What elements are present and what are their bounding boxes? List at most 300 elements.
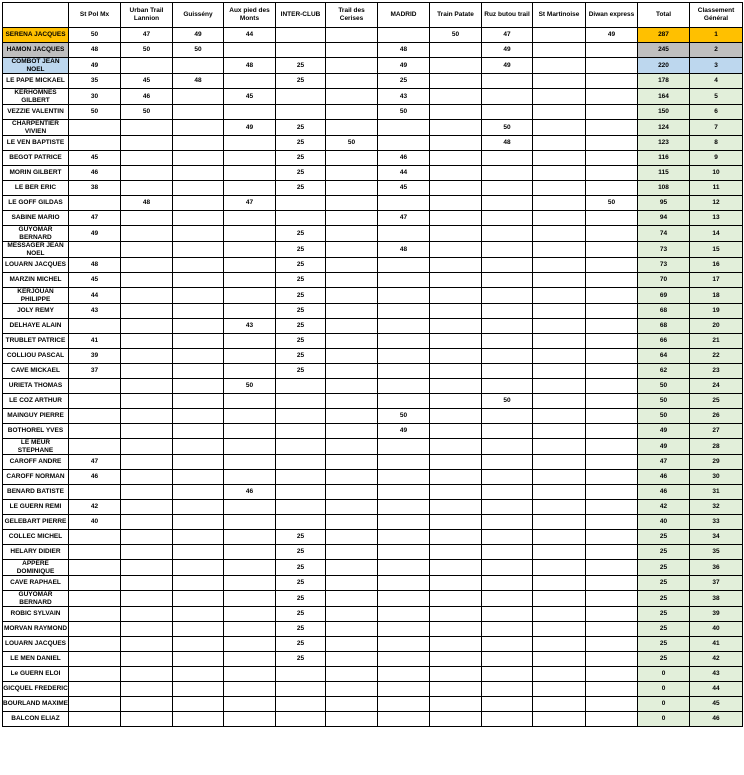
score-cell: [482, 319, 533, 334]
score-cell: 48: [173, 74, 224, 89]
score-cell: 25: [276, 319, 326, 334]
score-cell: 50: [69, 105, 121, 120]
score-cell: [533, 242, 586, 258]
score-cell: 50: [586, 196, 638, 211]
column-header: Aux pied des Monts: [224, 3, 276, 28]
total-cell: 25: [638, 622, 690, 637]
score-cell: 50: [326, 136, 378, 151]
rank-cell: 4: [690, 74, 743, 89]
score-cell: [533, 334, 586, 349]
score-cell: [586, 394, 638, 409]
score-cell: [533, 379, 586, 394]
score-cell: [586, 349, 638, 364]
runner-name: TRUBLET PATRICE: [3, 334, 69, 349]
runner-name: LE MEUR STEPHANE: [3, 439, 69, 455]
score-cell: [533, 409, 586, 424]
table-body: [3, 28, 743, 727]
score-cell: [224, 409, 276, 424]
score-cell: [326, 455, 378, 470]
table-row: [3, 545, 743, 560]
score-cell: [224, 394, 276, 409]
score-cell: [173, 211, 224, 226]
score-cell: [378, 136, 430, 151]
score-cell: [326, 43, 378, 58]
rank-cell: 13: [690, 211, 743, 226]
score-cell: [430, 304, 482, 319]
score-cell: [586, 136, 638, 151]
score-cell: [121, 576, 173, 591]
score-cell: 49: [482, 58, 533, 74]
score-cell: [482, 470, 533, 485]
score-cell: [533, 304, 586, 319]
score-cell: [533, 682, 586, 697]
total-cell: 66: [638, 334, 690, 349]
score-cell: [224, 622, 276, 637]
score-cell: [326, 379, 378, 394]
score-cell: [224, 530, 276, 545]
total-cell: 164: [638, 89, 690, 105]
total-cell: 116: [638, 151, 690, 166]
score-cell: [276, 500, 326, 515]
score-cell: [224, 667, 276, 682]
total-cell: 62: [638, 364, 690, 379]
score-cell: [586, 470, 638, 485]
score-cell: 49: [378, 58, 430, 74]
total-cell: 70: [638, 273, 690, 288]
score-cell: [378, 319, 430, 334]
score-cell: [533, 43, 586, 58]
score-cell: [173, 349, 224, 364]
score-cell: [326, 409, 378, 424]
score-cell: 45: [378, 181, 430, 196]
score-cell: [430, 105, 482, 120]
total-cell: 0: [638, 712, 690, 727]
score-cell: [533, 515, 586, 530]
score-cell: 25: [276, 166, 326, 181]
score-cell: [121, 560, 173, 576]
rank-cell: 30: [690, 470, 743, 485]
score-cell: [224, 74, 276, 89]
table-row: [3, 349, 743, 364]
table-row: [3, 43, 743, 58]
score-cell: [173, 136, 224, 151]
score-cell: [482, 273, 533, 288]
score-cell: [276, 485, 326, 500]
score-cell: [224, 637, 276, 652]
score-cell: [121, 379, 173, 394]
score-cell: [69, 712, 121, 727]
score-cell: [482, 607, 533, 622]
score-cell: [586, 560, 638, 576]
total-cell: 40: [638, 515, 690, 530]
score-cell: [378, 576, 430, 591]
total-cell: 0: [638, 667, 690, 682]
score-cell: [326, 105, 378, 120]
rank-cell: 36: [690, 560, 743, 576]
score-cell: [69, 394, 121, 409]
score-cell: [586, 712, 638, 727]
score-cell: [430, 43, 482, 58]
score-cell: [430, 364, 482, 379]
score-cell: [121, 394, 173, 409]
rank-cell: 1: [690, 28, 743, 43]
score-cell: [224, 288, 276, 304]
score-cell: [378, 304, 430, 319]
score-cell: [533, 622, 586, 637]
runner-name: Le GUERN ELOI: [3, 667, 69, 682]
runner-name: HAMON JACQUES: [3, 43, 69, 58]
score-cell: [173, 485, 224, 500]
table-row: [3, 364, 743, 379]
total-cell: 245: [638, 43, 690, 58]
score-cell: [173, 319, 224, 334]
runner-name: BOTHOREL YVES: [3, 424, 69, 439]
rank-cell: 10: [690, 166, 743, 181]
table-row: [3, 530, 743, 545]
total-cell: 178: [638, 74, 690, 89]
score-cell: [586, 334, 638, 349]
score-cell: [276, 105, 326, 120]
score-cell: [121, 455, 173, 470]
score-cell: [121, 637, 173, 652]
runner-name: LOUARN JACQUES: [3, 258, 69, 273]
runner-name: GUYOMAR BERNARD: [3, 591, 69, 607]
score-cell: [378, 652, 430, 667]
score-cell: 40: [69, 515, 121, 530]
score-cell: [173, 379, 224, 394]
score-cell: [121, 622, 173, 637]
score-cell: [586, 43, 638, 58]
rank-cell: 37: [690, 576, 743, 591]
score-cell: [430, 576, 482, 591]
table-row: [3, 166, 743, 181]
score-cell: [224, 166, 276, 181]
score-cell: [121, 667, 173, 682]
score-cell: [533, 105, 586, 120]
rank-cell: 23: [690, 364, 743, 379]
runner-name: CHARPENTIER VIVIEN: [3, 120, 69, 136]
score-cell: 47: [69, 455, 121, 470]
score-cell: 44: [69, 288, 121, 304]
score-cell: [533, 89, 586, 105]
score-cell: [326, 74, 378, 89]
score-cell: 48: [378, 43, 430, 58]
runner-name: JOLY REMY: [3, 304, 69, 319]
score-cell: [378, 667, 430, 682]
score-cell: [430, 545, 482, 560]
score-cell: [224, 211, 276, 226]
score-cell: 50: [121, 105, 173, 120]
score-cell: [121, 409, 173, 424]
total-cell: 73: [638, 258, 690, 273]
score-cell: [586, 242, 638, 258]
runner-name: URIETA THOMAS: [3, 379, 69, 394]
score-cell: [173, 500, 224, 515]
score-cell: [482, 712, 533, 727]
score-cell: [533, 455, 586, 470]
score-cell: [326, 576, 378, 591]
score-cell: [326, 226, 378, 242]
score-cell: [276, 28, 326, 43]
score-cell: [482, 439, 533, 455]
score-cell: [378, 545, 430, 560]
score-cell: [378, 530, 430, 545]
total-cell: 150: [638, 105, 690, 120]
score-cell: [430, 211, 482, 226]
score-cell: [430, 667, 482, 682]
table-row: [3, 576, 743, 591]
total-cell: 50: [638, 394, 690, 409]
score-cell: 25: [276, 560, 326, 576]
score-cell: [430, 394, 482, 409]
table-row: [3, 120, 743, 136]
runner-name: CAVE RAPHAEL: [3, 576, 69, 591]
score-cell: [121, 470, 173, 485]
score-cell: 43: [378, 89, 430, 105]
score-cell: [326, 89, 378, 105]
score-cell: [224, 136, 276, 151]
score-cell: [482, 682, 533, 697]
score-cell: [121, 515, 173, 530]
score-cell: 46: [378, 151, 430, 166]
score-cell: [378, 622, 430, 637]
score-cell: [378, 455, 430, 470]
table-row: [3, 667, 743, 682]
score-cell: [430, 89, 482, 105]
table-row: [3, 273, 743, 288]
runner-name: BENARD BATISTE: [3, 485, 69, 500]
header-corner: [3, 3, 69, 28]
score-cell: [326, 545, 378, 560]
score-cell: [224, 151, 276, 166]
score-cell: 38: [69, 181, 121, 196]
score-cell: [326, 28, 378, 43]
score-cell: 46: [121, 89, 173, 105]
score-cell: [326, 697, 378, 712]
table-row: [3, 515, 743, 530]
score-cell: 25: [276, 181, 326, 196]
rank-cell: 24: [690, 379, 743, 394]
table-row: [3, 424, 743, 439]
score-cell: [482, 349, 533, 364]
rank-cell: 8: [690, 136, 743, 151]
score-cell: [586, 485, 638, 500]
score-cell: [121, 349, 173, 364]
score-cell: [173, 607, 224, 622]
score-cell: [586, 166, 638, 181]
total-cell: 287: [638, 28, 690, 43]
score-cell: [173, 242, 224, 258]
score-cell: [533, 288, 586, 304]
score-cell: [326, 349, 378, 364]
score-cell: [430, 409, 482, 424]
score-cell: [586, 652, 638, 667]
score-cell: [430, 58, 482, 74]
score-cell: [378, 28, 430, 43]
score-cell: [586, 607, 638, 622]
rank-cell: 44: [690, 682, 743, 697]
score-cell: [430, 334, 482, 349]
score-cell: [586, 667, 638, 682]
score-cell: [69, 409, 121, 424]
score-cell: [533, 697, 586, 712]
score-cell: [430, 439, 482, 455]
total-cell: 50: [638, 409, 690, 424]
table-row: [3, 334, 743, 349]
score-cell: 47: [224, 196, 276, 211]
score-cell: [586, 120, 638, 136]
score-cell: [533, 667, 586, 682]
score-cell: [173, 697, 224, 712]
total-cell: 25: [638, 637, 690, 652]
score-cell: [173, 515, 224, 530]
score-cell: [378, 334, 430, 349]
score-cell: [173, 364, 224, 379]
score-cell: [326, 439, 378, 455]
table-row: [3, 470, 743, 485]
score-cell: [482, 560, 533, 576]
score-cell: [482, 288, 533, 304]
score-cell: 48: [69, 258, 121, 273]
score-cell: [430, 470, 482, 485]
rank-cell: 14: [690, 226, 743, 242]
runner-name: CAVE MICKAEL: [3, 364, 69, 379]
score-cell: 50: [173, 43, 224, 58]
score-cell: [533, 196, 586, 211]
score-cell: [69, 607, 121, 622]
runner-name: CAROFF ANDRE: [3, 455, 69, 470]
runner-name: SABINE MARIO: [3, 211, 69, 226]
score-cell: [482, 576, 533, 591]
score-cell: [173, 166, 224, 181]
score-cell: [378, 258, 430, 273]
score-cell: [326, 622, 378, 637]
score-cell: [224, 455, 276, 470]
score-cell: [224, 364, 276, 379]
score-cell: [586, 58, 638, 74]
score-cell: [378, 500, 430, 515]
runner-name: LE GOFF GILDAS: [3, 196, 69, 211]
score-cell: [586, 151, 638, 166]
table-row: [3, 394, 743, 409]
score-cell: [533, 273, 586, 288]
score-cell: [326, 58, 378, 74]
score-cell: [121, 288, 173, 304]
score-cell: [173, 637, 224, 652]
score-cell: [69, 136, 121, 151]
score-cell: [69, 622, 121, 637]
score-cell: [224, 349, 276, 364]
score-cell: [430, 500, 482, 515]
score-cell: [173, 622, 224, 637]
score-cell: [173, 304, 224, 319]
score-cell: [482, 379, 533, 394]
score-cell: 50: [378, 105, 430, 120]
score-cell: [378, 288, 430, 304]
score-cell: [586, 455, 638, 470]
score-cell: 25: [276, 591, 326, 607]
score-cell: [533, 394, 586, 409]
score-cell: [276, 470, 326, 485]
score-cell: [173, 226, 224, 242]
score-cell: [430, 120, 482, 136]
table-row: [3, 211, 743, 226]
score-cell: 30: [69, 89, 121, 105]
table-row: [3, 89, 743, 105]
score-cell: 48: [121, 196, 173, 211]
score-cell: 35: [69, 74, 121, 89]
runner-name: CAROFF NORMAN: [3, 470, 69, 485]
score-cell: [533, 485, 586, 500]
table-row: [3, 485, 743, 500]
score-cell: 50: [482, 120, 533, 136]
score-cell: [121, 242, 173, 258]
rank-cell: 33: [690, 515, 743, 530]
table-row: [3, 28, 743, 43]
score-cell: [482, 545, 533, 560]
score-cell: [533, 545, 586, 560]
score-cell: [121, 682, 173, 697]
score-cell: [326, 319, 378, 334]
score-cell: [326, 166, 378, 181]
score-cell: [69, 652, 121, 667]
runner-name: LE MEN DANIEL: [3, 652, 69, 667]
score-cell: [482, 455, 533, 470]
rank-cell: 16: [690, 258, 743, 273]
score-cell: [69, 560, 121, 576]
score-cell: 49: [378, 424, 430, 439]
score-cell: 41: [69, 334, 121, 349]
total-cell: 68: [638, 319, 690, 334]
score-cell: 25: [276, 652, 326, 667]
total-cell: 25: [638, 530, 690, 545]
score-cell: [173, 181, 224, 196]
score-cell: [586, 379, 638, 394]
score-cell: [533, 576, 586, 591]
column-header: St Pol Mx: [69, 3, 121, 28]
score-cell: 39: [69, 349, 121, 364]
score-cell: [326, 667, 378, 682]
score-cell: 49: [173, 28, 224, 43]
score-cell: [482, 515, 533, 530]
score-cell: [378, 394, 430, 409]
table-row: [3, 319, 743, 334]
score-cell: 45: [69, 273, 121, 288]
score-cell: [121, 364, 173, 379]
score-cell: [430, 258, 482, 273]
score-cell: [430, 319, 482, 334]
score-cell: [586, 637, 638, 652]
score-cell: [121, 304, 173, 319]
score-cell: [69, 485, 121, 500]
rank-cell: 18: [690, 288, 743, 304]
score-cell: 48: [69, 43, 121, 58]
score-cell: [378, 120, 430, 136]
score-cell: [121, 258, 173, 273]
column-header: MADRID: [378, 3, 430, 28]
total-cell: 25: [638, 591, 690, 607]
score-cell: [482, 409, 533, 424]
score-cell: [121, 181, 173, 196]
score-cell: [224, 424, 276, 439]
score-cell: [533, 151, 586, 166]
score-cell: [430, 226, 482, 242]
score-cell: [276, 409, 326, 424]
score-cell: [482, 637, 533, 652]
score-cell: [378, 196, 430, 211]
score-cell: [326, 530, 378, 545]
score-cell: [430, 591, 482, 607]
